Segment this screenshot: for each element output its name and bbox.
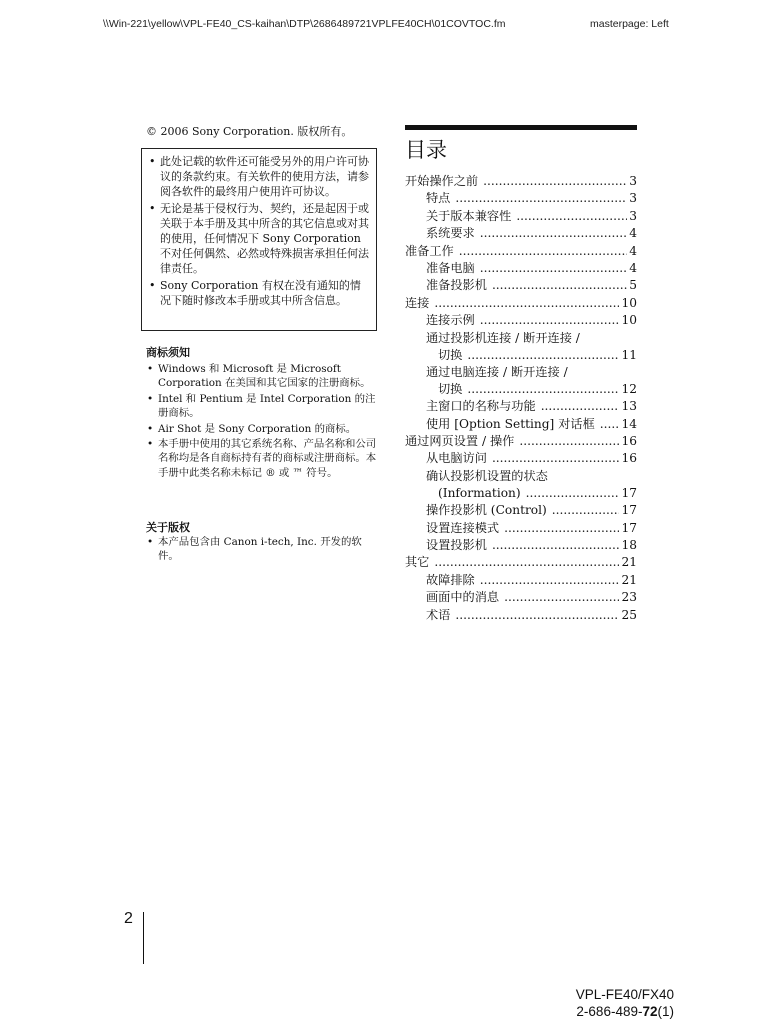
toc-entry-version-compatibility[interactable]: 关于版本兼容性 ..... 3 bbox=[405, 208, 637, 225]
toc-entry-before-starting[interactable]: 开始操作之前 ..... 3 bbox=[405, 173, 637, 190]
toc-entry-projector-status[interactable]: 确认投影机设置的状态 bbox=[426, 468, 548, 483]
disclaimer-item: • Sony Corporation 有权在没有通知的情况下随时修改本手册或其中所含信息。 bbox=[148, 278, 370, 308]
copyright-notice: © 2006 Sony Corporation. 版权所有。 bbox=[146, 125, 353, 138]
disclaimer-box bbox=[141, 148, 377, 331]
toc-entry-prepare-computer[interactable]: 准备电脑 ..... 4 bbox=[405, 260, 637, 277]
toc-entry-connection-examples[interactable]: 连接示例 ..... 10 bbox=[405, 312, 637, 329]
toc-entry-setup-projector[interactable]: 设置投影机 ..... 18 bbox=[405, 537, 637, 554]
toc-entry-connection-mode[interactable]: 设置连接模式 ..... 17 bbox=[405, 520, 637, 537]
trademark-item: • Air Shot 是 Sony Corporation 的商标。 bbox=[146, 422, 378, 436]
trademark-item: • Intel 和 Pentium 是 Intel Corporation 的注册商标。 bbox=[146, 392, 378, 421]
copyright-list bbox=[146, 535, 378, 564]
toc-title-rule bbox=[405, 125, 637, 130]
disclaimer-item: • 无论是基于侵权行为、契约，还是起因于或关联于本手册及其中所含的其它信息或对其的使用，任何情况下 Sony Corporation 不对任何偶然、必然或特殊损害承担任何法律责任。 bbox=[148, 201, 370, 277]
trademarks-heading: 商标须知 bbox=[146, 346, 190, 359]
page-number: 2 bbox=[124, 910, 133, 927]
toc-entry-access-from-computer[interactable]: 从电脑访问 ..... 16 bbox=[405, 450, 637, 467]
toc-entry-connect-via-projector[interactable]: 通过投影机连接 / 断开连接 / bbox=[426, 330, 580, 345]
page-margin-rule bbox=[143, 912, 144, 964]
trademark-item: • 本手册中使用的其它系统名称、产品名称和公司名称均是各自商标持有者的商标或注册商标。本手册中此类名称未标记 ® 或 ™ 符号。 bbox=[146, 437, 378, 480]
toc-entry-main-window[interactable]: 主窗口的名称与功能 ..... 13 bbox=[405, 398, 637, 415]
toc-entry-connection[interactable]: 连接 ..... 10 bbox=[405, 295, 637, 312]
header-file-path: \\Win-221\yellow\VPL-FE40_CS-kaihan\DTP\2686489721VPLFE40CH\01COVTOC.fm bbox=[103, 18, 506, 30]
footer-code: 2-686-489-72(1) bbox=[576, 1004, 674, 1019]
toc-entry-other[interactable]: 其它 ..... 21 bbox=[405, 554, 637, 571]
toc-title: 目录 bbox=[405, 138, 447, 162]
trademarks-list bbox=[146, 362, 378, 481]
toc-entry-connect-via-projector-cont[interactable]: 切换 ..... 11 bbox=[405, 347, 637, 364]
toc-entry-connect-via-computer[interactable]: 通过电脑连接 / 断开连接 / bbox=[426, 364, 568, 379]
toc-entry-option-setting[interactable]: 使用 [Option Setting] 对话框 ..... 14 bbox=[405, 416, 637, 433]
toc-entry-connect-via-computer-cont[interactable]: 切换 ..... 12 bbox=[405, 381, 637, 398]
footer-model-code bbox=[576, 986, 674, 1020]
trademark-item: • Windows 和 Microsoft 是 Microsoft Corporation 在美国和其它国家的注册商标。 bbox=[146, 362, 378, 391]
disclaimer-item: • 此处记载的软件还可能受另外的用户许可协议的条款约束。有关软件的使用方法，请参阅各软件的最终用户使用许可协议。 bbox=[148, 154, 370, 200]
toc-entry-screen-messages[interactable]: 画面中的消息 ..... 23 bbox=[405, 589, 637, 606]
toc-entry-control-projector[interactable]: 操作投影机 (Control) ..... 17 bbox=[405, 502, 637, 519]
toc-entry-system-requirements[interactable]: 系统要求 ..... 4 bbox=[405, 225, 637, 242]
toc-entry-glossary[interactable]: 术语 ..... 25 bbox=[405, 607, 637, 624]
copyright-item: • 本产品包含由 Canon i-tech, Inc. 开发的软件。 bbox=[146, 535, 378, 564]
toc-entry-web-setup[interactable]: 通过网页设置 / 操作 ..... 16 bbox=[405, 433, 637, 450]
header-masterpage: masterpage: Left bbox=[590, 18, 669, 30]
toc-entry-troubleshooting[interactable]: 故障排除 ..... 21 bbox=[405, 572, 637, 589]
toc-entry-features[interactable]: 特点 ..... 3 bbox=[405, 190, 637, 207]
copyright-heading: 关于版权 bbox=[146, 521, 190, 534]
disclaimer-list bbox=[148, 154, 370, 308]
toc-entry-projector-status-cont[interactable]: (Information) ..... 17 bbox=[405, 485, 637, 502]
table-of-contents bbox=[405, 173, 637, 624]
toc-entry-preparation[interactable]: 准备工作 ..... 4 bbox=[405, 243, 637, 260]
toc-entry-prepare-projector[interactable]: 准备投影机 ..... 5 bbox=[405, 277, 637, 294]
footer-model: VPL-FE40/FX40 bbox=[575, 987, 674, 1002]
